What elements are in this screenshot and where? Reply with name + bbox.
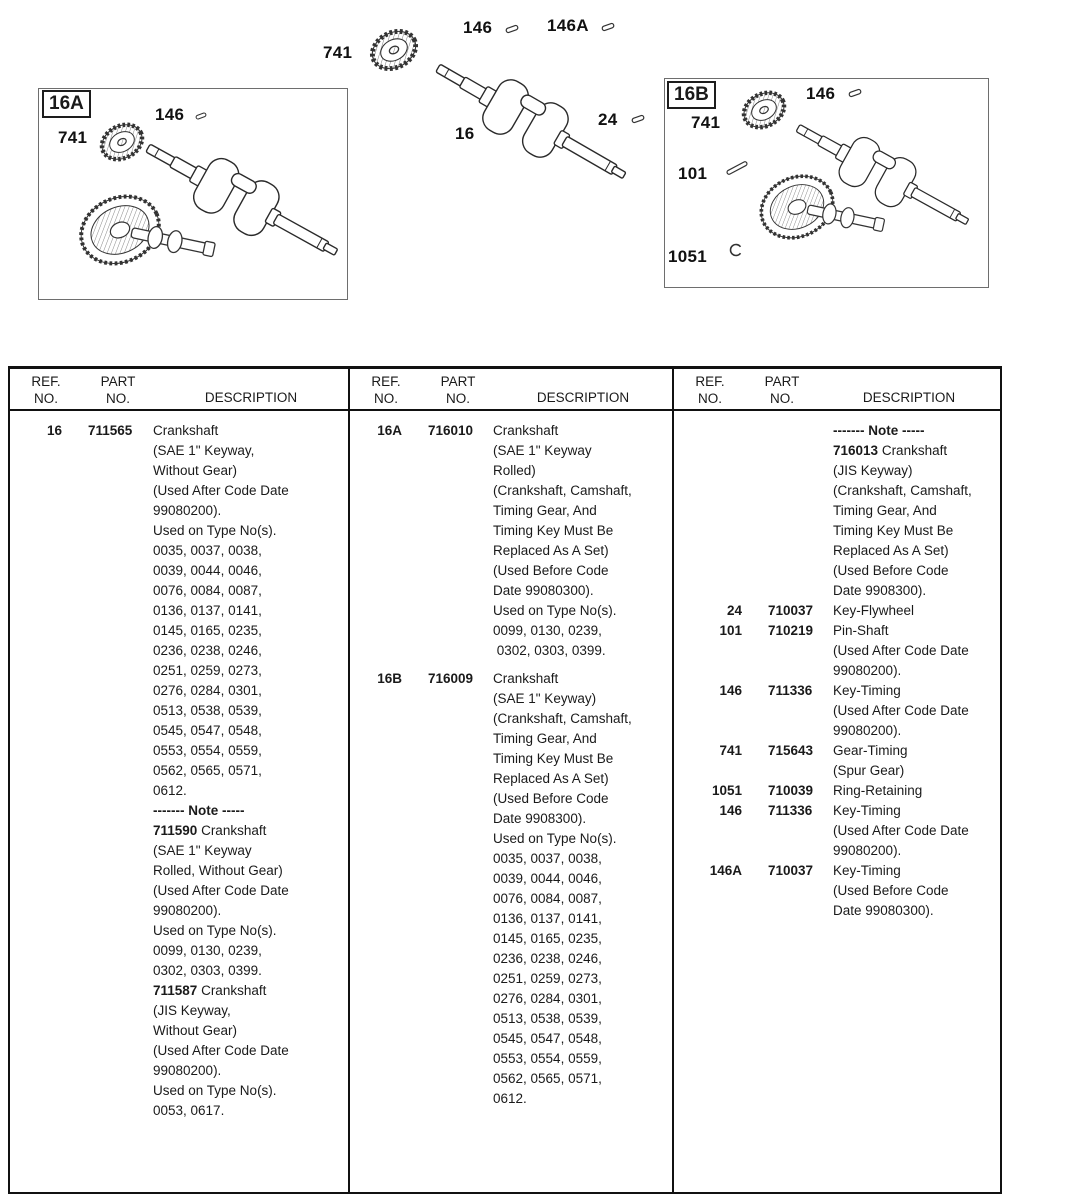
description-text: Date 99080300).	[493, 583, 594, 598]
part-no-header	[422, 373, 494, 409]
description-line	[493, 1049, 668, 1069]
description-text: 0553, 0554, 0559,	[153, 743, 262, 758]
callout-16-center: 16	[455, 124, 475, 143]
description-text: 0145, 0165, 0235,	[153, 623, 262, 638]
description-line	[153, 421, 344, 441]
description-line	[153, 1081, 344, 1101]
description-line	[153, 941, 344, 961]
description-header: DESCRIPTION	[862, 390, 956, 405]
description-text: 0612.	[153, 783, 187, 798]
ref-header-line1: REF.	[371, 374, 401, 389]
description-line	[833, 781, 996, 801]
description-text: (JIS Keyway,	[153, 1003, 231, 1018]
description-line	[833, 521, 996, 541]
description-line	[833, 901, 996, 921]
description-text: Replaced As A Set)	[493, 771, 609, 786]
description-line	[153, 1101, 344, 1121]
ref-no-cell: 16A	[377, 423, 402, 438]
ref-no-cell: 146	[719, 803, 742, 818]
description-line	[493, 889, 668, 909]
description-text: 0039, 0044, 0046,	[153, 563, 262, 578]
description-cell	[833, 421, 1000, 601]
description-text: 0035, 0037, 0038,	[153, 543, 262, 558]
ref-no-cell: 1051	[711, 783, 742, 798]
description-line	[153, 761, 344, 781]
description-header: DESCRIPTION	[204, 390, 298, 405]
description-text: 0251, 0259, 0273,	[493, 971, 602, 986]
part-header-line2: NO.	[445, 391, 470, 406]
description-line	[493, 669, 668, 689]
description-text: 0562, 0565, 0571,	[493, 1071, 602, 1086]
table-row	[674, 781, 1000, 801]
ref-header-line2: NO.	[33, 391, 58, 406]
description-line	[493, 909, 668, 929]
timing-gear-icon	[366, 24, 422, 76]
description-text: Without Gear)	[153, 1023, 238, 1038]
description-text: (Crankshaft, Camshaft,	[833, 483, 972, 498]
part-header-line2: NO.	[105, 391, 130, 406]
description-text: (Used After Code Date	[833, 823, 969, 838]
key-icon	[506, 25, 519, 33]
callout-741-center: 741	[323, 43, 353, 62]
description-text: Key-Timing	[833, 863, 901, 878]
description-line	[153, 481, 344, 501]
ref-no-cell: 24	[726, 603, 742, 618]
description-text: 99080200).	[833, 843, 902, 858]
part-no-header	[82, 373, 154, 409]
callout-1051-16b: 1051	[668, 247, 708, 266]
description-line	[833, 881, 996, 901]
description-text: 99080200).	[833, 663, 902, 678]
ref-header-line2: NO.	[373, 391, 398, 406]
description-text: Timing Key Must Be	[493, 523, 614, 538]
description-line	[153, 641, 344, 661]
description-cell	[493, 669, 672, 1109]
description-text: (Used Before Code	[493, 563, 609, 578]
description-text: Timing Key Must Be	[493, 751, 614, 766]
description-line	[153, 521, 344, 541]
description-cell	[833, 741, 1000, 781]
description-text: 0076, 0084, 0087,	[153, 583, 262, 598]
description-line	[833, 661, 996, 681]
description-text: Date 99080300).	[833, 903, 934, 918]
description-line	[493, 689, 668, 709]
description-line	[153, 541, 344, 561]
description-text: Used on Type No(s).	[493, 603, 617, 618]
description-line	[493, 1029, 668, 1049]
description-text: Replaced As A Set)	[833, 543, 949, 558]
table-row	[674, 861, 1000, 921]
description-text: ------- Note -----	[153, 803, 245, 818]
description-text: (Used After Code Date	[153, 883, 289, 898]
description-line	[493, 1069, 668, 1089]
description-line	[493, 541, 668, 561]
description-line	[153, 441, 344, 461]
part-no-cell: 715643	[768, 743, 814, 758]
part-no-cell: 716009	[428, 671, 474, 686]
description-text: 0276, 0284, 0301,	[493, 991, 602, 1006]
table-column-1	[10, 369, 350, 1192]
ref-no-header	[350, 373, 422, 409]
description-text: Timing Key Must Be	[833, 523, 954, 538]
description-line	[833, 641, 996, 661]
ref-no-cell: 146A	[709, 863, 742, 878]
description-text: 0553, 0554, 0559,	[493, 1051, 602, 1066]
description-line	[833, 601, 996, 621]
description-line	[153, 1061, 344, 1081]
part-header-line1: PART	[764, 374, 800, 389]
description-text: 711590	[153, 823, 198, 838]
ref-header-line1: REF.	[31, 374, 61, 389]
ref-no-header	[10, 373, 82, 409]
callout-146-16b: 146	[806, 84, 836, 103]
description-line	[493, 709, 668, 729]
description-text: (Used After Code Date	[833, 703, 969, 718]
table-row	[674, 621, 1000, 681]
description-line	[493, 1009, 668, 1029]
table-header	[674, 369, 1000, 411]
description-text: 0039, 0044, 0046,	[493, 871, 602, 886]
description-line	[493, 749, 668, 769]
description-text: 0136, 0137, 0141,	[493, 911, 602, 926]
description-text: (Used Before Code	[833, 563, 949, 578]
description-line	[493, 769, 668, 789]
description-text: 99080200).	[153, 1063, 222, 1078]
parts-table	[8, 366, 1002, 1194]
description-text: 0302, 0303, 0399.	[493, 643, 606, 658]
description-line	[493, 641, 668, 661]
description-line	[493, 521, 668, 541]
description-line	[833, 561, 996, 581]
description-line	[493, 501, 668, 521]
description-line	[833, 821, 996, 841]
detail-box-16b-tag: 16B	[667, 81, 716, 109]
description-text: 99080200).	[153, 503, 222, 518]
table-column-3-body	[674, 411, 1000, 921]
description-text: (SAE 1" Keyway	[493, 443, 592, 458]
ref-no-cell: 146	[719, 683, 742, 698]
detail-box-16b	[664, 78, 989, 288]
ref-no-cell: 16B	[377, 671, 402, 686]
description-line	[153, 701, 344, 721]
description-text: 0236, 0238, 0246,	[493, 951, 602, 966]
description-text: 0545, 0547, 0548,	[493, 1031, 602, 1046]
description-text: (Crankshaft, Camshaft,	[493, 711, 632, 726]
description-line	[493, 869, 668, 889]
description-text: Gear-Timing	[833, 743, 908, 758]
description-line	[833, 541, 996, 561]
description-line	[153, 921, 344, 941]
description-text: Timing Gear, And	[493, 503, 597, 518]
description-text: 0099, 0130, 0239,	[493, 623, 602, 638]
part-no-cell: 710219	[768, 623, 814, 638]
description-line	[153, 781, 344, 801]
part-no-cell: 711565	[88, 423, 133, 438]
description-text: ------- Note -----	[833, 423, 925, 438]
description-text: Crankshaft	[493, 671, 559, 686]
description-text: Timing Gear, And	[833, 503, 937, 518]
description-cell	[493, 421, 672, 661]
ref-no-header	[674, 373, 746, 409]
description-line	[153, 601, 344, 621]
description-line	[833, 721, 996, 741]
description-line	[153, 741, 344, 761]
description-line	[833, 501, 996, 521]
description-text: Crankshaft	[153, 423, 219, 438]
description-text: (JIS Keyway)	[833, 463, 913, 478]
ref-no-cell: 101	[719, 623, 742, 638]
description-text: Date 9908300).	[493, 811, 587, 826]
description-text: Ring-Retaining	[833, 783, 923, 798]
description-text: Crankshaft	[878, 443, 948, 458]
description-text: (Spur Gear)	[833, 763, 905, 778]
ref-no-cell: 16	[46, 423, 62, 438]
description-line	[493, 581, 668, 601]
table-row	[350, 669, 672, 1109]
part-no-cell: 711336	[768, 803, 813, 818]
table-header	[10, 369, 348, 411]
detail-box-16a	[38, 88, 348, 300]
description-line	[493, 809, 668, 829]
description-line	[493, 561, 668, 581]
table-column-2	[350, 369, 674, 1192]
description-line	[153, 881, 344, 901]
part-header-line1: PART	[440, 374, 476, 389]
description-text: 0236, 0238, 0246,	[153, 643, 262, 658]
description-cell	[833, 781, 1000, 801]
description-text: (Used Before Code	[833, 883, 949, 898]
description-text: Used on Type No(s).	[493, 831, 617, 846]
description-line	[493, 461, 668, 481]
description-text: (SAE 1" Keyway	[153, 843, 252, 858]
callout-101-16b: 101	[678, 164, 708, 183]
description-line	[153, 1041, 344, 1061]
description-text: Without Gear)	[153, 463, 238, 478]
description-text: 0251, 0259, 0273,	[153, 663, 262, 678]
description-line	[493, 1089, 668, 1109]
description-line	[153, 901, 344, 921]
part-no-cell: 710037	[768, 863, 814, 878]
description-text: Date 9908300).	[833, 583, 927, 598]
description-cell	[833, 601, 1000, 621]
description-text: 99080200).	[153, 903, 222, 918]
key-icon	[632, 115, 645, 123]
description-line	[153, 661, 344, 681]
table-column-2-body	[350, 411, 672, 1109]
description-line	[493, 421, 668, 441]
detail-box-16a-tag: 16A	[42, 90, 91, 118]
table-row	[674, 801, 1000, 861]
description-text: 0513, 0538, 0539,	[493, 1011, 602, 1026]
description-line	[493, 729, 668, 749]
table-column-3	[674, 369, 1000, 1192]
ref-header-line1: REF.	[695, 374, 725, 389]
description-line	[493, 849, 668, 869]
description-line	[833, 701, 996, 721]
description-text: 711587	[153, 983, 198, 998]
ref-no-cell: 741	[719, 743, 742, 758]
description-text: (SAE 1" Keyway,	[153, 443, 255, 458]
key-icon	[602, 23, 615, 31]
description-line	[493, 621, 668, 641]
description-text: Crankshaft	[197, 983, 267, 998]
description-line	[493, 601, 668, 621]
description-line	[833, 801, 996, 821]
description-line	[833, 441, 996, 461]
part-header-line1: PART	[100, 374, 136, 389]
description-text: (Used Before Code	[493, 791, 609, 806]
description-cell	[833, 861, 1000, 921]
description-line	[153, 1021, 344, 1041]
part-no-cell: 716010	[428, 423, 474, 438]
description-line	[153, 461, 344, 481]
ref-header-line2: NO.	[697, 391, 722, 406]
description-cell	[833, 621, 1000, 681]
description-text: 0136, 0137, 0141,	[153, 603, 262, 618]
description-text: 0145, 0165, 0235,	[493, 931, 602, 946]
callout-146-center: 146	[463, 18, 493, 37]
description-text: Used on Type No(s).	[153, 923, 277, 938]
description-text: Crankshaft	[197, 823, 267, 838]
table-header	[350, 369, 672, 411]
description-line	[833, 681, 996, 701]
description-line	[153, 961, 344, 981]
description-text: 0612.	[493, 1091, 527, 1106]
description-text: 0302, 0303, 0399.	[153, 963, 262, 978]
description-text: Key-Timing	[833, 803, 901, 818]
description-text: Rolled, Without Gear)	[153, 863, 283, 878]
description-cell	[153, 421, 348, 1121]
description-text: 0562, 0565, 0571,	[153, 763, 262, 778]
part-no-cell: 710039	[768, 783, 814, 798]
description-line	[153, 561, 344, 581]
description-text: (Used After Code Date	[153, 483, 289, 498]
description-text: Crankshaft	[493, 423, 559, 438]
description-line	[833, 581, 996, 601]
table-row	[674, 421, 1000, 601]
description-line	[493, 969, 668, 989]
description-line	[153, 681, 344, 701]
description-line	[153, 861, 344, 881]
description-line	[833, 841, 996, 861]
part-header-line2: NO.	[769, 391, 794, 406]
table-row	[674, 601, 1000, 621]
callout-24-center: 24	[598, 110, 618, 129]
description-line	[153, 1001, 344, 1021]
description-text: Rolled)	[493, 463, 536, 478]
description-line	[153, 821, 344, 841]
description-text: Key-Timing	[833, 683, 901, 698]
description-text: 716013	[833, 443, 879, 458]
description-text: (Used After Code Date	[833, 643, 969, 658]
description-text: Pin-Shaft	[833, 623, 889, 638]
description-line	[833, 461, 996, 481]
description-cell	[833, 681, 1000, 741]
description-line	[153, 841, 344, 861]
description-line	[833, 481, 996, 501]
callout-741-16a: 741	[58, 128, 88, 147]
description-text: Used on Type No(s).	[153, 1083, 277, 1098]
description-text: 0076, 0084, 0087,	[493, 891, 602, 906]
description-line	[833, 741, 996, 761]
table-column-1-body	[10, 411, 348, 1121]
part-no-cell: 710037	[768, 603, 814, 618]
description-line	[493, 789, 668, 809]
description-line	[493, 441, 668, 461]
callout-741-16b: 741	[691, 113, 721, 132]
description-line	[153, 801, 344, 821]
callout-146a-center: 146A	[547, 16, 589, 35]
description-header: DESCRIPTION	[536, 390, 630, 405]
description-text: 0035, 0037, 0038,	[493, 851, 602, 866]
description-line	[153, 621, 344, 641]
description-line	[833, 621, 996, 641]
description-line	[493, 829, 668, 849]
table-row	[10, 421, 348, 1121]
description-text: 0545, 0547, 0548,	[153, 723, 262, 738]
description-text: 0276, 0284, 0301,	[153, 683, 262, 698]
part-no-cell: 711336	[768, 683, 813, 698]
description-line	[153, 501, 344, 521]
description-text: (SAE 1" Keyway)	[493, 691, 597, 706]
description-line	[153, 581, 344, 601]
description-text: Timing Gear, And	[493, 731, 597, 746]
description-line	[833, 421, 996, 441]
part-no-header	[746, 373, 818, 409]
description-text: Replaced As A Set)	[493, 543, 609, 558]
description-text: 99080200).	[833, 723, 902, 738]
description-text: 0099, 0130, 0239,	[153, 943, 262, 958]
description-line	[493, 949, 668, 969]
description-text: (Crankshaft, Camshaft,	[493, 483, 632, 498]
description-line	[493, 929, 668, 949]
description-line	[493, 481, 668, 501]
description-text: 0053, 0617.	[153, 1103, 225, 1118]
description-cell	[833, 801, 1000, 861]
table-row	[350, 421, 672, 661]
description-line	[833, 761, 996, 781]
table-row	[674, 741, 1000, 781]
description-line	[493, 989, 668, 1009]
description-text: (Used After Code Date	[153, 1043, 289, 1058]
description-text: Key-Flywheel	[833, 603, 915, 618]
description-text: 0513, 0538, 0539,	[153, 703, 262, 718]
description-line	[153, 981, 344, 1001]
description-line	[153, 721, 344, 741]
callout-146-16a: 146	[155, 105, 185, 124]
description-text: Used on Type No(s).	[153, 523, 277, 538]
table-row	[674, 681, 1000, 741]
description-line	[833, 861, 996, 881]
